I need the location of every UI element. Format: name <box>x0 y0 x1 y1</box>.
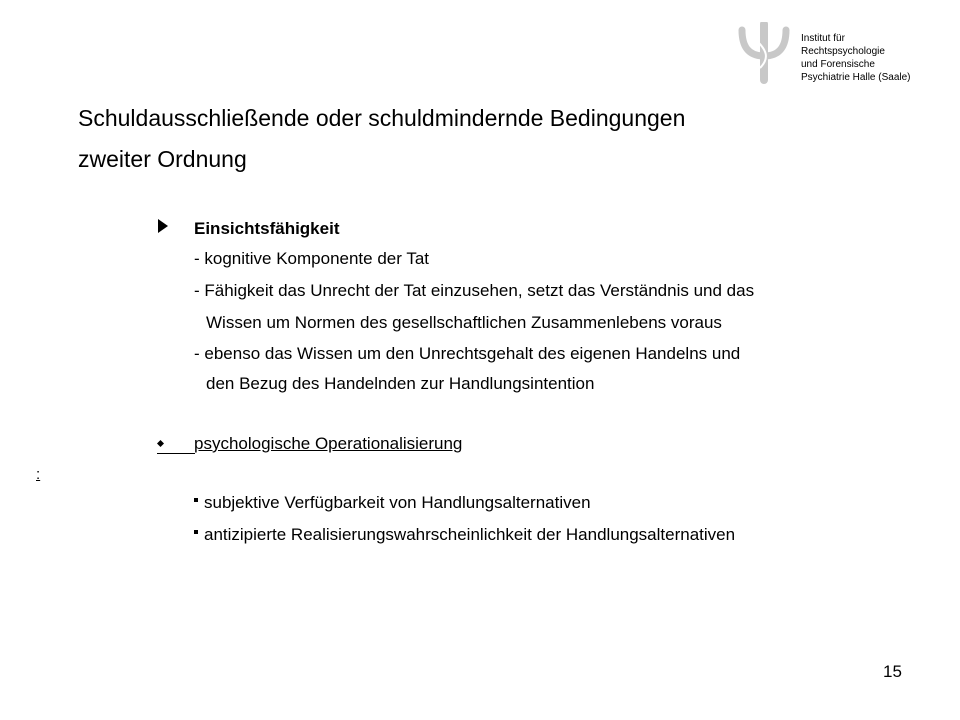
bullet-text-line: den Bezug des Handelnden zur Handlungsintention <box>206 374 595 393</box>
section-heading-operationalisierung: psychologische Operationalisierung <box>194 434 463 453</box>
bullet-text-line: - ebenso das Wissen um den Unrechtsgehalt des eigenen Handelns und <box>194 344 741 363</box>
list-item: antizipierte Realisierungswahrscheinlichkeit der Handlungsalternativen <box>204 525 736 544</box>
section-heading-underline-lead <box>157 434 195 454</box>
section-heading-einsichtsfaehigkeit: Einsichtsfähigkeit <box>194 219 340 238</box>
institute-line: Psychiatrie Halle (Saale) <box>801 72 911 83</box>
slide-title-line-2: zweiter Ordnung <box>78 146 247 172</box>
institute-line: Institut für <box>801 33 845 44</box>
institute-line: und Forensische <box>801 59 875 70</box>
list-item: subjektive Verfügbarkeit von Handlungsalternativen <box>204 493 591 512</box>
side-mark: : <box>36 466 41 483</box>
institute-name <box>801 32 911 84</box>
dot-bullet-icon <box>194 530 198 534</box>
psi-logo-icon <box>736 22 792 84</box>
dot-bullet-icon <box>194 498 198 502</box>
slide-title-line-1: Schuldausschließende oder schuldmindernde Bedingungen <box>78 105 686 131</box>
bullet-text-line: Wissen um Normen des gesellschaftlichen Zusammenlebens voraus <box>206 313 722 332</box>
bullet-text-line: - kognitive Komponente der Tat <box>194 249 429 268</box>
bullet-text-line: - Fähigkeit das Unrecht der Tat einzusehen, setzt das Verständnis und das <box>194 281 755 300</box>
slide-title <box>78 98 685 180</box>
triangle-right-icon <box>157 219 169 233</box>
page-number: 15 <box>883 662 902 681</box>
institute-line: Rechtspsychologie <box>801 46 885 57</box>
